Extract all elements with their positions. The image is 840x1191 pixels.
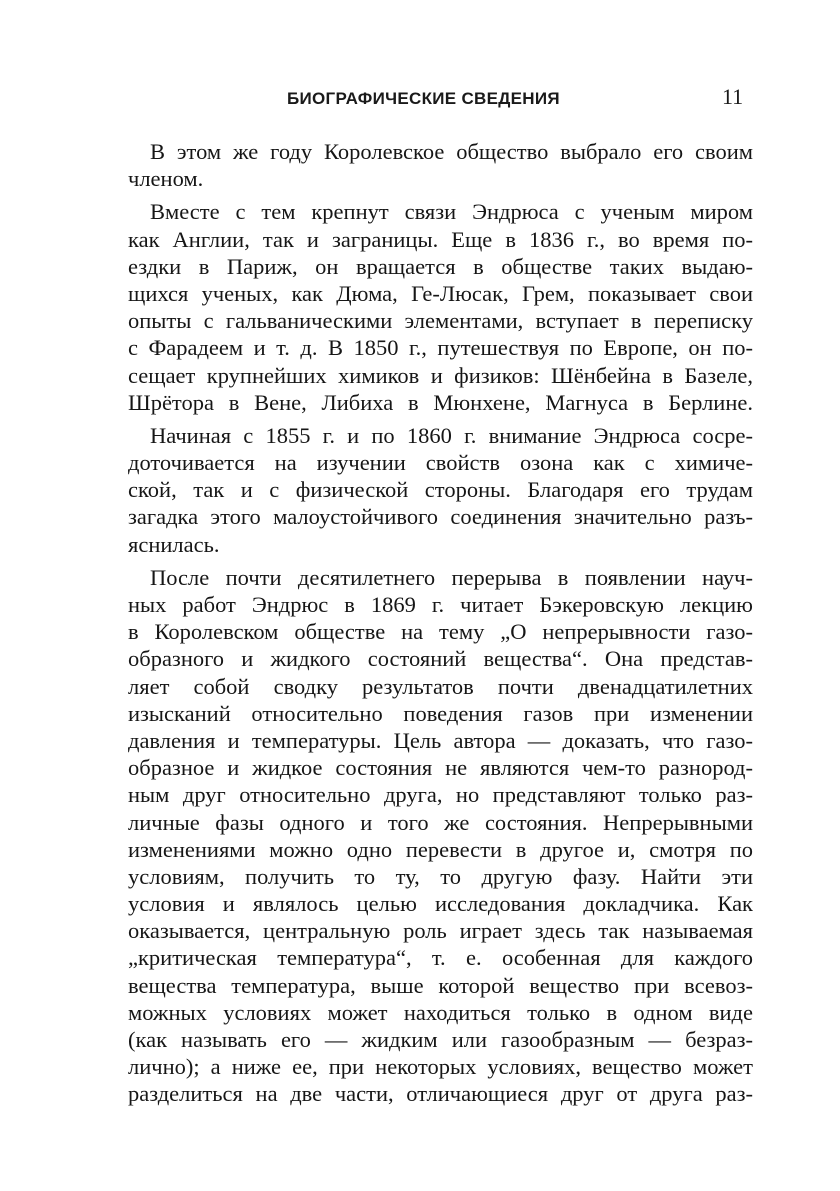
body-text [128, 138, 753, 1114]
text-line: изысканий относительно поведения газов при изменении [128, 700, 753, 726]
text-line: вещества температура, выше которой вещество при всевоз- [128, 972, 753, 998]
text-line: ской, так и с физической стороны. Благодаря его трудам [128, 477, 753, 503]
text-line: лично); а ниже ее, при некоторых условиях, вещество может [128, 1054, 753, 1080]
running-head-title: БИОГРАФИЧЕСКИЕ СВЕДЕНИЯ [287, 89, 560, 108]
text-line: В этом же году Королевское общество выбрало его своим [150, 139, 753, 164]
paragraph-3 [128, 422, 753, 558]
text-line: изменениями можно одно перевести в другое и, смотря по [128, 836, 753, 862]
text-line: личные фазы одного и того же состояния. Непрерывными [128, 809, 753, 835]
text-line: условия и являлось целью исследования докладчика. Как [128, 891, 753, 917]
text-line: разделиться на две части, отличающиеся друг от друга раз- [128, 1081, 753, 1107]
text-line: можных условиях может находиться только в одном виде [128, 999, 753, 1025]
paragraph-4 [128, 564, 753, 1108]
page-number: 11 [722, 84, 744, 109]
text-line: членом. [128, 166, 204, 192]
text-line: как Англии, так и заграницы. Еще в 1836 г., во время по- [128, 226, 753, 252]
text-line: ных работ Эндрюс в 1869 г. читает Бэкеровскую лекцию [128, 592, 753, 617]
text-line: давления и температуры. Цель автора — доказать, что газо- [128, 727, 753, 753]
text-line: опыты с гальваническими элементами, вступает в переписку [128, 308, 753, 334]
paragraph-2 [128, 198, 753, 416]
text-line: щихся ученых, как Дюма, Ге-Люсак, Грем, показывает свои [128, 280, 753, 306]
text-line: Начиная с 1855 г. и по 1860 г. внимание Эндрюса сосре- [150, 422, 753, 448]
text-line: ездки в Париж, он вращается в обществе таких выдаю- [128, 253, 753, 279]
text-line: После почти десятилетнего перерыва в появлении науч- [150, 564, 753, 590]
text-line: оказывается, центральную роль играет здесь так называемая [128, 918, 753, 944]
text-line: доточивается на изучении свойств озона как с химиче- [128, 450, 753, 476]
text-line: сещает крупнейших химиков и физиков: Шёнбейна в Базеле, [128, 362, 753, 388]
text-line: условиям, получить то ту, то другую фазу. Найти эти [128, 863, 753, 889]
text-line: яснилась. [128, 531, 220, 557]
text-line: ляет собой сводку результатов почти двенадцатилетних [128, 673, 753, 699]
text-line: образного и жидкого состояний вещества“. Она представ- [128, 646, 753, 672]
text-line: загадка этого малоустойчивого соединения значительно разъ- [128, 504, 753, 530]
paragraph-1 [128, 138, 753, 192]
text-line: Шрётора в Вене, Либиха в Мюнхене, Магнуса в Берлине. [128, 389, 753, 415]
text-line: с Фарадеем и т. д. В 1850 г., путешествуя по Европе, он по- [128, 335, 753, 361]
text-line: (как называть его — жидким или газообразным — безраз- [128, 1027, 753, 1052]
text-line: Вместе с тем крепнут связи Эндрюса с ученым миром [150, 199, 753, 225]
text-line: ным друг относительно друга, но представляют только раз- [128, 782, 753, 808]
text-line: „критическая температура“, т. е. особенная для каждого [128, 945, 753, 971]
text-line: образное и жидкое состояния не являются чем-то разнород- [128, 755, 753, 781]
text-line: в Королевском обществе на тему „О непрерывности газо- [128, 619, 753, 645]
